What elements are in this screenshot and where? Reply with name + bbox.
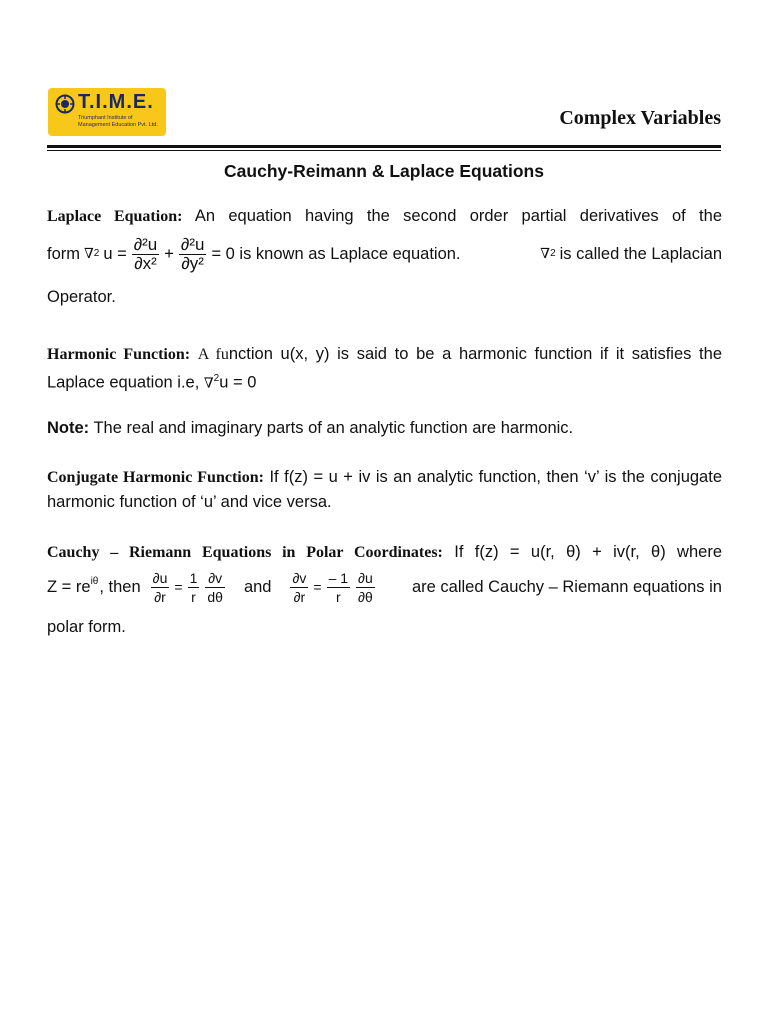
nabla-power: 2 bbox=[213, 373, 220, 384]
operator-word: Operator. bbox=[47, 288, 116, 306]
frac-denominator: ∂y² bbox=[181, 253, 204, 273]
nabla-power: 2 bbox=[93, 248, 100, 259]
d2u-dy2-fraction bbox=[179, 236, 207, 273]
laplacian-called-text: is called the Laplacian bbox=[559, 245, 722, 263]
frac-numerator: ∂²u bbox=[133, 234, 158, 254]
frac-numerator: ∂v bbox=[205, 569, 225, 588]
equals-zero-text: = 0 is known as Laplace equation. bbox=[211, 245, 461, 263]
note-paragraph bbox=[47, 416, 722, 440]
frac-numerator: 1 bbox=[189, 569, 198, 586]
header-rule-thin bbox=[47, 150, 721, 151]
nabla-symbol: ∇ bbox=[203, 375, 214, 392]
harmonic-text: nction u(x, y) is said to be a harmonic function if it satisfies the Laplace equation i.e, bbox=[47, 345, 722, 392]
frac-denominator: ∂r bbox=[293, 588, 306, 605]
note-term: Note: bbox=[47, 419, 90, 437]
frac-numerator: – 1 bbox=[328, 569, 349, 586]
page-heading: Cauchy-Reimann & Laplace Equations bbox=[224, 161, 544, 181]
laplace-formula-line bbox=[47, 229, 722, 279]
equals-sign: = bbox=[174, 579, 183, 595]
nabla-symbol: ∇ bbox=[84, 246, 94, 262]
frac-denominator: r bbox=[335, 588, 341, 605]
frac-numerator: ∂v bbox=[292, 569, 307, 586]
harmonic-a-fu: A fu bbox=[197, 346, 229, 363]
dv-dtheta-fraction bbox=[205, 569, 225, 606]
i-theta-exponent: iθ bbox=[90, 576, 99, 587]
polar-term: Cauchy – Riemann Equations in Polar Coordinates: bbox=[47, 544, 443, 561]
frac-numerator: ∂u bbox=[152, 569, 168, 586]
note-text: The real and imaginary parts of an analytic function are harmonic. bbox=[93, 419, 574, 437]
header-rule-thick bbox=[47, 145, 721, 148]
conjugate-paragraph bbox=[47, 465, 722, 514]
frac-numerator: ∂²u bbox=[180, 234, 205, 254]
plus-sign: + bbox=[164, 245, 174, 263]
harmonic-paragraph bbox=[47, 342, 722, 396]
dv-dr-fraction bbox=[290, 569, 308, 606]
logo-text: T.I.M.E. bbox=[78, 91, 154, 113]
one-over-r-fraction bbox=[188, 569, 200, 606]
z-equals: Z = re bbox=[47, 578, 91, 596]
d2u-dx2-fraction bbox=[132, 236, 160, 273]
neg-one-over-r-fraction bbox=[327, 569, 350, 606]
polar-called-text: are called Cauchy – Riemann equations in bbox=[411, 578, 722, 596]
polar-formula-line bbox=[47, 565, 722, 609]
harmonic-term: Harmonic Function: bbox=[47, 346, 191, 363]
form-word: form bbox=[47, 245, 80, 263]
conjugate-text: If f(z) = u + iv is an analytic function, then ‘v’ is the conjugate harmonic function of ‘u’ and vice versa. bbox=[47, 468, 722, 511]
frac-denominator: ∂θ bbox=[358, 588, 373, 605]
then-word: , then bbox=[99, 578, 141, 596]
laplace-paragraph bbox=[47, 204, 722, 309]
u-equals: u = bbox=[103, 245, 127, 263]
frac-denominator: dθ bbox=[207, 588, 223, 605]
logo-subtext: Triumphant Institute of Management Education Pvt. Ltd. bbox=[78, 115, 158, 128]
du-dr-fraction bbox=[151, 569, 170, 606]
frac-denominator: ∂x² bbox=[134, 253, 157, 273]
nabla-power: 2 bbox=[550, 248, 556, 259]
and-word: and bbox=[243, 578, 272, 596]
nabla-symbol: ∇ bbox=[540, 246, 551, 262]
laplace-term: Laplace Equation: bbox=[47, 208, 183, 225]
du-dtheta-fraction bbox=[356, 569, 375, 606]
harmonic-tail: u = 0 bbox=[219, 373, 257, 392]
laplace-text: An equation having the second order partial derivatives of the bbox=[194, 207, 722, 225]
frac-numerator: ∂u bbox=[358, 569, 373, 586]
frac-denominator: r bbox=[191, 588, 196, 605]
time-logo bbox=[48, 88, 166, 136]
logo-emblem-icon bbox=[55, 94, 75, 114]
frac-denominator: ∂r bbox=[154, 588, 166, 605]
subject-title: Complex Variables bbox=[559, 107, 721, 129]
polar-text: If f(z) = u(r, θ) + iv(r, θ) where bbox=[454, 543, 722, 561]
conjugate-term: Conjugate Harmonic Function: bbox=[47, 469, 264, 486]
equals-sign: = bbox=[313, 579, 322, 595]
polar-paragraph bbox=[47, 540, 722, 639]
polar-form-text: polar form. bbox=[47, 618, 126, 636]
